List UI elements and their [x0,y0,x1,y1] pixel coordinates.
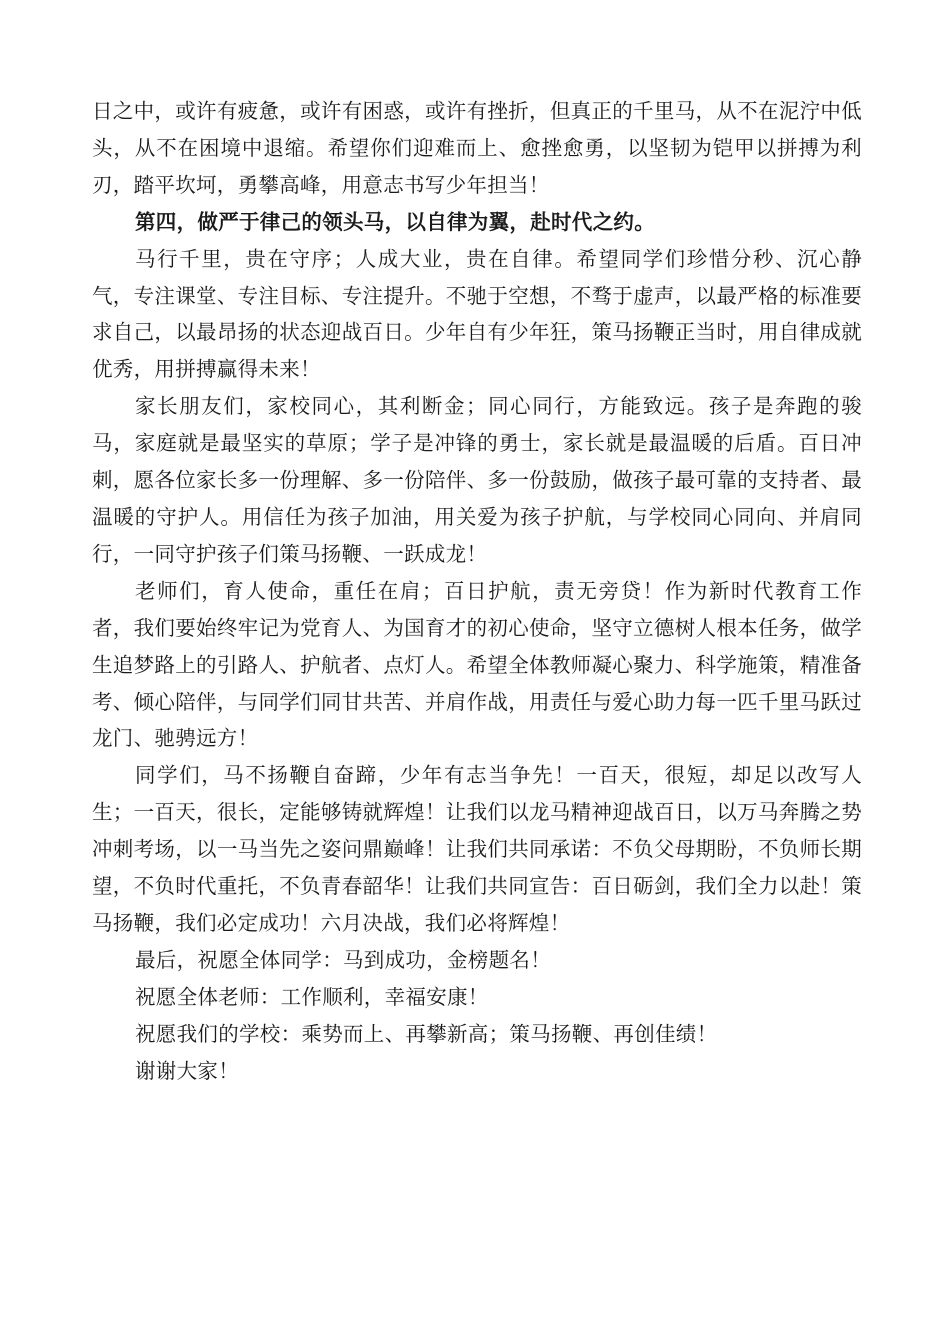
paragraph-self-discipline: 马行千里，贵在守序；人成大业，贵在自律。希望同学们珍惜分秒、沉心静气，专注课堂、专注目标、专注提升。不驰于空想，不骛于虚声，以最严格的标准要求自己，以最昂扬的状态迎战百日。少年自有少年狂，策马扬鞭正当时，用自律成就优秀，用拼搏赢得未来！ [92,246,862,382]
paragraph-wish-school: 祝愿我们的学校：乘势而上、再攀新高；策马扬鞭、再创佳绩！ [135,1021,718,1046]
paragraph-wish-students: 最后，祝愿全体同学：马到成功，金榜题名！ [135,947,551,972]
paragraph-wish-teachers: 祝愿全体老师：工作顺利，幸福安康！ [135,984,489,1009]
section-heading-fourth: 第四，做严于律己的领头马，以自律为翼，赴时代之约。 [135,209,655,234]
paragraph-students: 同学们，马不扬鞭自奋蹄，少年有志当争先！一百天，很短，却足以改写人生；一百天，很长，定能够铸就辉煌！让我们以龙马精神迎战百日，以万马奔腾之势冲刺考场，以一马当先之姿问鼎巅峰！让我们共同承诺：不负父母期盼，不负师长期望，不负时代重托，不负青春韶华！让我们共同宣告：百日砺剑，我们全力以赴！策马扬鞭，我们必定成功！六月决战，我们必将辉煌！ [92,763,862,935]
paragraph-parents: 家长朋友们，家校同心，其利断金；同心同行，方能致远。孩子是奔跑的骏马，家庭就是最坚实的草原；学子是冲锋的勇士，家长就是最温暖的后盾。百日冲刺，愿各位家长多一份理解、多一份陪伴、多一份鼓励，做孩子最可靠的支持者、最温暖的守护人。用信任为孩子加油，用关爱为孩子护航，与学校同心同向、并肩同行，一同守护孩子们策马扬鞭、一跃成龙！ [92,394,862,566]
paragraph-teachers: 老师们，育人使命，重任在肩；百日护航，责无旁贷！作为新时代教育工作者，我们要始终牢记为党育人、为国育才的初心使命，坚守立德树人根本任务，做学生追梦路上的引路人、护航者、点灯人。希望全体教师凝心聚力、科学施策，精准备考、倾心陪伴，与同学们同甘共苦、并肩作战，用责任与爱心助力每一匹千里马跃过龙门、驰骋远方！ [92,578,862,751]
paragraph-thanks: 谢谢大家！ [135,1058,239,1083]
document-body [92,93,862,1089]
paragraph-continuation: 日之中，或许有疲惫，或许有困惑，或许有挫折，但真正的千里马，从不在泥泞中低头，从不在困境中退缩。希望你们迎难而上、愈挫愈勇，以坚韧为铠甲以拼搏为利刃，踏平坎坷，勇攀高峰，用意志书写少年担当！ [92,99,862,197]
